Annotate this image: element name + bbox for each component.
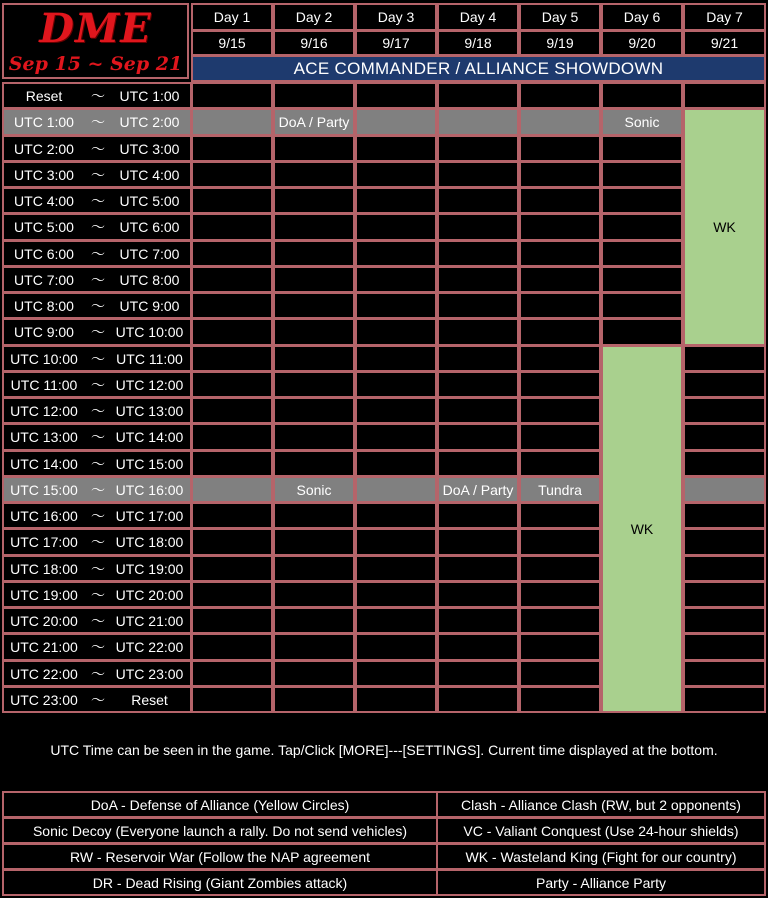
time-slot-start: UTC 13:00 (10, 429, 78, 445)
schedule-cell (683, 686, 766, 713)
time-slot (2, 240, 192, 267)
schedule-cell (273, 397, 355, 424)
schedule-cell (273, 135, 355, 162)
day-1-header: Day 1 (191, 3, 273, 31)
utc-time-note: UTC Time can be seen in the game. Tap/Click [MORE]---[SETTINGS]. Current time displayed at the bottom. (50, 742, 718, 758)
schedule-cell (191, 135, 273, 162)
time-slot-separator: 〜 (91, 271, 105, 288)
time-slot-separator: 〜 (91, 166, 105, 183)
schedule-cell (437, 423, 519, 451)
schedule-cell (273, 345, 355, 372)
day-4-date: 9/18 (437, 30, 519, 56)
schedule-cell (519, 292, 601, 319)
event-cell: DoA / Party (273, 108, 355, 136)
time-slot-separator: 〜 (91, 560, 105, 577)
time-slot-start: UTC 19:00 (10, 586, 78, 603)
schedule-cell (191, 686, 273, 713)
event-cell: Sonic (601, 108, 683, 136)
schedule-cell (191, 187, 273, 214)
time-slot-separator: 〜 (91, 114, 105, 130)
time-slot-end: UTC 11:00 (116, 350, 183, 367)
time-slot-separator: 〜 (91, 140, 105, 157)
schedule-cell (437, 213, 519, 241)
legend-rw: RW - Reservoir War (Follow the NAP agreement (2, 843, 438, 870)
schedule-cell (437, 135, 519, 162)
schedule-cell (683, 371, 766, 398)
schedule-cell (519, 371, 601, 398)
schedule-cell (355, 633, 437, 661)
schedule-cell (273, 318, 355, 346)
time-slot-start: UTC 2:00 (14, 140, 74, 157)
schedule-cell (683, 397, 766, 424)
time-slot-separator: 〜 (91, 297, 105, 314)
time-slot-start: Reset (25, 87, 63, 104)
time-slot-start: UTC 20:00 (10, 612, 78, 629)
time-slot-end: UTC 5:00 (119, 192, 180, 209)
time-slot-end: UTC 21:00 (115, 612, 184, 629)
day-2-date: 9/16 (273, 30, 355, 56)
time-slot (2, 528, 192, 556)
schedule-cell (683, 607, 766, 634)
schedule-cell (273, 213, 355, 241)
schedule-cell (273, 581, 355, 608)
schedule-cell (519, 423, 601, 451)
logo-dates: Sep 15 ~ Sep 21 (8, 53, 183, 75)
schedule-cell (355, 108, 437, 136)
schedule-cell (519, 135, 601, 162)
time-slot-end: UTC 2:00 (119, 114, 180, 130)
time-slot (2, 161, 192, 188)
time-slot-end: UTC 19:00 (115, 560, 184, 577)
schedule-cell (519, 266, 601, 293)
time-slot-separator: 〜 (91, 612, 105, 629)
schedule-cell (683, 476, 766, 503)
schedule-cell (683, 423, 766, 451)
schedule-cell (191, 555, 273, 582)
schedule-cell (519, 607, 601, 634)
schedule-cell (191, 581, 273, 608)
time-slot-separator: 〜 (91, 192, 105, 209)
time-slot-end: UTC 12:00 (115, 376, 184, 393)
time-slot-start: UTC 9:00 (14, 324, 74, 340)
schedule-cell (601, 82, 683, 109)
schedule-cell (601, 135, 683, 162)
schedule-cell (273, 633, 355, 661)
time-slot (2, 213, 192, 241)
schedule-cell (519, 633, 601, 661)
schedule-cell (519, 187, 601, 214)
time-slot-start: UTC 15:00 (10, 481, 78, 498)
schedule-cell (437, 161, 519, 188)
time-slot-end: UTC 23:00 (115, 665, 184, 682)
day-1-date: 9/15 (191, 30, 273, 56)
schedule-cell (191, 502, 273, 529)
day-6-date: 9/20 (601, 30, 683, 56)
schedule-cell (519, 502, 601, 529)
schedule-cell (273, 187, 355, 214)
time-slot-end: UTC 20:00 (115, 586, 184, 603)
event-cell: DoA / Party (437, 476, 519, 503)
time-slot-end: UTC 17:00 (115, 507, 184, 524)
schedule-cell (191, 450, 273, 477)
time-slot (2, 633, 192, 661)
schedule-cell (273, 161, 355, 188)
schedule-cell (683, 345, 766, 372)
time-slot-end: UTC 14:00 (115, 429, 184, 445)
schedule-cell (273, 423, 355, 451)
day-5-date: 9/19 (519, 30, 601, 56)
schedule-cell (519, 450, 601, 477)
schedule-cell (191, 371, 273, 398)
time-slot-start: UTC 21:00 (10, 639, 78, 655)
time-slot (2, 397, 192, 424)
schedule-cell (355, 607, 437, 634)
schedule-cell (355, 161, 437, 188)
time-slot-separator: 〜 (91, 639, 105, 655)
time-slot-end: UTC 22:00 (115, 639, 184, 655)
time-slot-separator: 〜 (91, 507, 105, 524)
time-slot-start: UTC 6:00 (14, 245, 74, 262)
wk-event-block: WK (601, 345, 683, 713)
legend-sonic: Sonic Decoy (Everyone launch a rally. Do not send vehicles) (2, 817, 438, 844)
schedule-cell (437, 450, 519, 477)
schedule-cell (437, 633, 519, 661)
event-banner: ACE COMMANDER / ALLIANCE SHOWDOWN (191, 55, 766, 82)
schedule-cell (355, 135, 437, 162)
time-slot-separator: 〜 (91, 665, 105, 682)
legend-doa: DoA - Defense of Alliance (Yellow Circles) (2, 791, 438, 818)
schedule-cell (601, 292, 683, 319)
schedule-cell (437, 82, 519, 109)
time-slot (2, 266, 192, 293)
time-slot-start: UTC 3:00 (14, 166, 74, 183)
time-slot-start: UTC 17:00 (10, 534, 78, 550)
schedule-cell (191, 266, 273, 293)
legend-clash: Clash - Alliance Clash (RW, but 2 opponents) (436, 791, 766, 818)
time-slot (2, 686, 192, 713)
time-slot-end: UTC 18:00 (115, 534, 184, 550)
schedule-cell (191, 528, 273, 556)
schedule-cell (437, 266, 519, 293)
time-slot-start: UTC 4:00 (14, 192, 74, 209)
time-slot-end: UTC 10:00 (115, 324, 184, 340)
time-slot-start: UTC 18:00 (10, 560, 78, 577)
schedule-cell (519, 240, 601, 267)
day-3-header: Day 3 (355, 3, 437, 31)
schedule-cell (519, 581, 601, 608)
schedule-cell (191, 660, 273, 687)
schedule-cell (191, 397, 273, 424)
legend-dr: DR - Dead Rising (Giant Zombies attack) (2, 869, 438, 896)
schedule-cell (355, 476, 437, 503)
time-slot-end: UTC 3:00 (119, 140, 180, 157)
time-slot (2, 345, 192, 372)
time-slot-start: UTC 22:00 (10, 665, 78, 682)
schedule-cell (437, 371, 519, 398)
schedule-cell (437, 292, 519, 319)
time-slot-separator: 〜 (91, 691, 105, 708)
schedule-cell (437, 581, 519, 608)
time-slot (2, 292, 192, 319)
schedule-cell (519, 686, 601, 713)
schedule-cell (437, 318, 519, 346)
schedule-cell (191, 213, 273, 241)
schedule-cell (355, 423, 437, 451)
schedule-cell (601, 240, 683, 267)
time-slot-end: UTC 16:00 (115, 481, 184, 498)
time-slot (2, 423, 192, 451)
schedule-cell (355, 581, 437, 608)
schedule-cell (519, 161, 601, 188)
time-slot-separator: 〜 (91, 376, 105, 393)
time-slot-start: UTC 1:00 (14, 114, 74, 130)
schedule-cell (601, 161, 683, 188)
day-4-header: Day 4 (437, 3, 519, 31)
schedule-cell (355, 266, 437, 293)
wk-event-block: WK (683, 108, 766, 346)
schedule-cell (191, 318, 273, 346)
day-3-date: 9/17 (355, 30, 437, 56)
time-slot (2, 502, 192, 529)
schedule-cell (355, 660, 437, 687)
time-slot-separator: 〜 (91, 429, 105, 445)
schedule-cell (683, 633, 766, 661)
time-slot-start: UTC 7:00 (14, 271, 74, 288)
schedule-cell (273, 502, 355, 529)
day-5-header: Day 5 (519, 3, 601, 31)
time-slot (2, 187, 192, 214)
schedule-cell (437, 502, 519, 529)
schedule-cell (355, 397, 437, 424)
schedule-cell (355, 528, 437, 556)
schedule-cell (355, 240, 437, 267)
schedule-cell (519, 82, 601, 109)
day-6-header: Day 6 (601, 3, 683, 31)
schedule-cell (273, 292, 355, 319)
schedule-cell (273, 371, 355, 398)
schedule-cell (437, 345, 519, 372)
schedule-cell (355, 371, 437, 398)
time-slot-end: UTC 1:00 (119, 87, 180, 104)
time-slot (2, 108, 192, 136)
time-slot (2, 660, 192, 687)
schedule-cell (683, 581, 766, 608)
time-slot-separator: 〜 (91, 219, 105, 235)
schedule-cell (355, 686, 437, 713)
time-slot-separator: 〜 (91, 481, 105, 498)
event-cell: Tundra (519, 476, 601, 503)
schedule-cell (683, 450, 766, 477)
time-slot-start: UTC 8:00 (14, 297, 74, 314)
time-slot-start: UTC 5:00 (14, 219, 74, 235)
schedule-cell (437, 108, 519, 136)
legend-wk: WK - Wasteland King (Fight for our country) (436, 843, 766, 870)
schedule-cell (519, 397, 601, 424)
event-cell: Sonic (273, 476, 355, 503)
schedule-cell (683, 502, 766, 529)
time-slot (2, 607, 192, 634)
time-slot (2, 371, 192, 398)
day-7-header: Day 7 (683, 3, 766, 31)
schedule-cell (355, 555, 437, 582)
schedule-cell (437, 686, 519, 713)
time-slot-separator: 〜 (91, 245, 105, 262)
schedule-cell (191, 240, 273, 267)
time-slot-end: UTC 13:00 (115, 402, 184, 419)
schedule-cell (355, 292, 437, 319)
schedule-cell (601, 187, 683, 214)
schedule-cell (191, 82, 273, 109)
time-slot-start: UTC 10:00 (10, 350, 78, 367)
schedule-cell (437, 555, 519, 582)
time-slot (2, 82, 192, 109)
schedule-cell (273, 528, 355, 556)
time-slot-separator: 〜 (91, 586, 105, 603)
schedule-cell (273, 686, 355, 713)
schedule-cell (519, 108, 601, 136)
schedule-cell (437, 528, 519, 556)
schedule-cell (273, 240, 355, 267)
schedule-cell (437, 240, 519, 267)
time-slot-end: UTC 15:00 (115, 455, 184, 472)
time-slot (2, 476, 192, 503)
schedule-cell (519, 318, 601, 346)
schedule-cell (683, 660, 766, 687)
schedule-cell (273, 660, 355, 687)
time-slot (2, 135, 192, 162)
time-slot-start: UTC 12:00 (10, 402, 78, 419)
schedule-cell (519, 555, 601, 582)
schedule-cell (273, 555, 355, 582)
logo-title: DME (39, 5, 152, 52)
schedule-cell (519, 345, 601, 372)
schedule-cell (355, 82, 437, 109)
schedule-cell (273, 82, 355, 109)
schedule-cell (519, 660, 601, 687)
time-slot-separator: 〜 (91, 324, 105, 340)
time-slot-separator: 〜 (91, 534, 105, 550)
schedule-cell (191, 161, 273, 188)
time-slot-start: UTC 14:00 (10, 455, 78, 472)
schedule-cell (355, 502, 437, 529)
time-slot-start: UTC 11:00 (10, 376, 78, 393)
time-slot-end: UTC 7:00 (119, 245, 180, 262)
schedule-cell (355, 345, 437, 372)
time-slot-end: Reset (131, 691, 168, 708)
time-slot-separator: 〜 (91, 87, 105, 104)
schedule-cell (437, 607, 519, 634)
time-slot-separator: 〜 (91, 350, 105, 367)
time-slot (2, 318, 192, 346)
schedule-cell (519, 528, 601, 556)
schedule-cell (191, 292, 273, 319)
time-slot (2, 450, 192, 477)
schedule-cell (437, 660, 519, 687)
time-slot-end: UTC 8:00 (119, 271, 180, 288)
legend-party: Party - Alliance Party (436, 869, 766, 896)
time-slot-end: UTC 6:00 (119, 219, 180, 235)
schedule-cell (273, 266, 355, 293)
schedule-cell (355, 213, 437, 241)
schedule-cell (191, 423, 273, 451)
schedule-cell (191, 607, 273, 634)
schedule-cell (437, 397, 519, 424)
schedule-cell (355, 318, 437, 346)
time-slot (2, 581, 192, 608)
time-slot-separator: 〜 (91, 455, 105, 472)
schedule-cell (191, 633, 273, 661)
schedule-cell (601, 318, 683, 346)
schedule-cell (683, 555, 766, 582)
day-7-date: 9/21 (683, 30, 766, 56)
time-slot-start: UTC 23:00 (10, 691, 78, 708)
schedule-cell (191, 108, 273, 136)
time-slot-start: UTC 16:00 (10, 507, 78, 524)
schedule-cell (273, 607, 355, 634)
schedule-cell (683, 528, 766, 556)
schedule-cell (191, 345, 273, 372)
schedule-cell (601, 266, 683, 293)
schedule-cell (191, 476, 273, 503)
time-slot (2, 555, 192, 582)
schedule-cell (437, 187, 519, 214)
schedule-cell (273, 450, 355, 477)
time-slot-separator: 〜 (91, 402, 105, 419)
schedule-cell (355, 450, 437, 477)
time-slot-end: UTC 9:00 (119, 297, 180, 314)
schedule-cell (519, 213, 601, 241)
logo (2, 3, 189, 79)
legend-vc: VC - Valiant Conquest (Use 24-hour shields) (436, 817, 766, 844)
schedule-cell (601, 213, 683, 241)
day-2-header: Day 2 (273, 3, 355, 31)
schedule-cell (683, 82, 766, 109)
schedule-cell (355, 187, 437, 214)
time-slot-end: UTC 4:00 (119, 166, 180, 183)
